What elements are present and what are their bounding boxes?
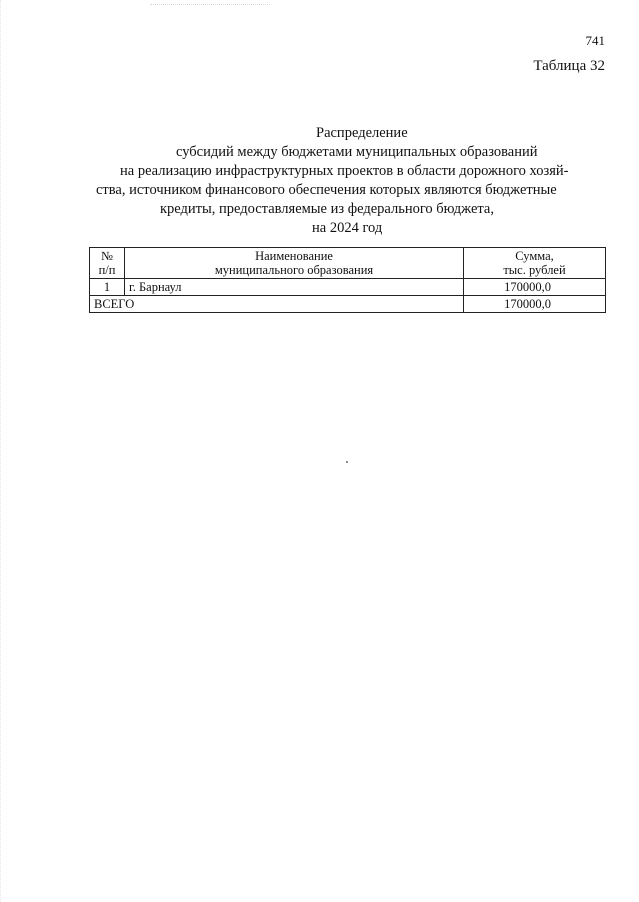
title-line: на 2024 год [312,220,383,236]
table-header-row [90,248,606,279]
title-line: Распределение [316,125,408,141]
table-row [90,279,606,296]
row-sum: 170000,0 [464,279,606,296]
document-title [96,124,616,238]
row-number: 1 [90,279,125,296]
header-name-line1: Наименование [255,249,333,263]
page-number: 741 [585,33,605,48]
header-number [90,248,125,279]
total-sum: 170000,0 [464,296,606,313]
scan-top-marks [150,4,270,5]
header-number-line1: № [101,249,113,263]
header-sum-line2: тыс. рублей [503,263,566,277]
total-label: ВСЕГО [90,296,464,313]
header-sum-line1: Сумма, [515,249,554,263]
title-line: на реализацию инфраструктурных проектов в области дорожного хозяй- [120,163,569,179]
scan-edge-marks [0,0,5,902]
scan-speck [346,461,348,463]
table-label: Таблица 32 [533,58,605,74]
title-line: субсидий между бюджетами муниципальных образований [176,144,538,160]
table-total-row [90,296,606,313]
header-number-line2: п/п [98,263,116,277]
row-name: г. Барнаул [125,279,464,296]
header-sum [464,248,606,279]
title-line: ства, источником финансового обеспечения которых являются бюджетные [96,182,557,198]
header-name-line2: муниципального образования [214,263,374,277]
title-line: кредиты, предоставляемые из федерального бюджета, [160,201,494,217]
header-name [125,248,464,279]
distribution-table [89,247,606,313]
